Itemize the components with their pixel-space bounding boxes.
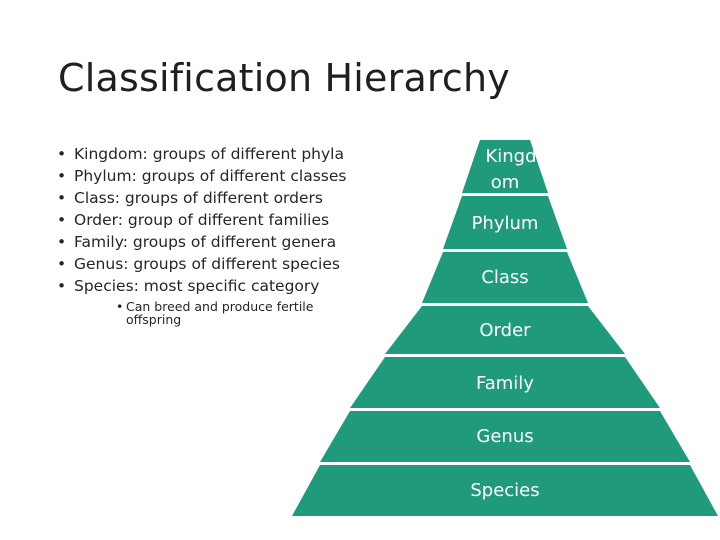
bullet-dot: •: [57, 145, 67, 163]
bullet-dot: •: [57, 233, 67, 251]
tier-label-species: Species: [470, 480, 540, 501]
bullet-family: • Family: groups of different genera: [57, 233, 337, 251]
bullet-order: • Order: group of different families: [57, 211, 330, 229]
bullet-dot: •: [57, 255, 67, 273]
tier-label-class: Class: [481, 267, 529, 288]
bullet-phylum: • Phylum: groups of different classes: [57, 167, 347, 185]
tier-label-kingdom-top: Kingd: [485, 146, 537, 167]
tier-label-order: Order: [479, 320, 531, 341]
bullet-dot: •: [57, 189, 67, 207]
bullet-dot: •: [116, 299, 124, 314]
bullet-genus: • Genus: groups of different species: [57, 255, 340, 273]
sub-bullet-breed: • Can breed and produce fertile offspring: [116, 299, 314, 327]
bullet-dot: •: [57, 277, 67, 295]
bullet-species: • Species: most specific category • Can breed and produce fertile offspring: [56, 278, 356, 326]
tier-label-phylum: Phylum: [471, 213, 539, 234]
bullet-class: • Class: groups of different orders: [57, 189, 323, 207]
bullet-dot: •: [57, 167, 67, 185]
slide-title: Classification Hierarchy: [58, 56, 510, 100]
tier-label-kingdom-bottom: om: [490, 172, 520, 193]
tier-label-genus: Genus: [476, 426, 534, 447]
tier-label-family: Family: [476, 373, 534, 394]
bullet-dot: •: [57, 211, 67, 229]
bullet-kingdom: • Kingdom: groups of different phyla: [57, 145, 344, 163]
